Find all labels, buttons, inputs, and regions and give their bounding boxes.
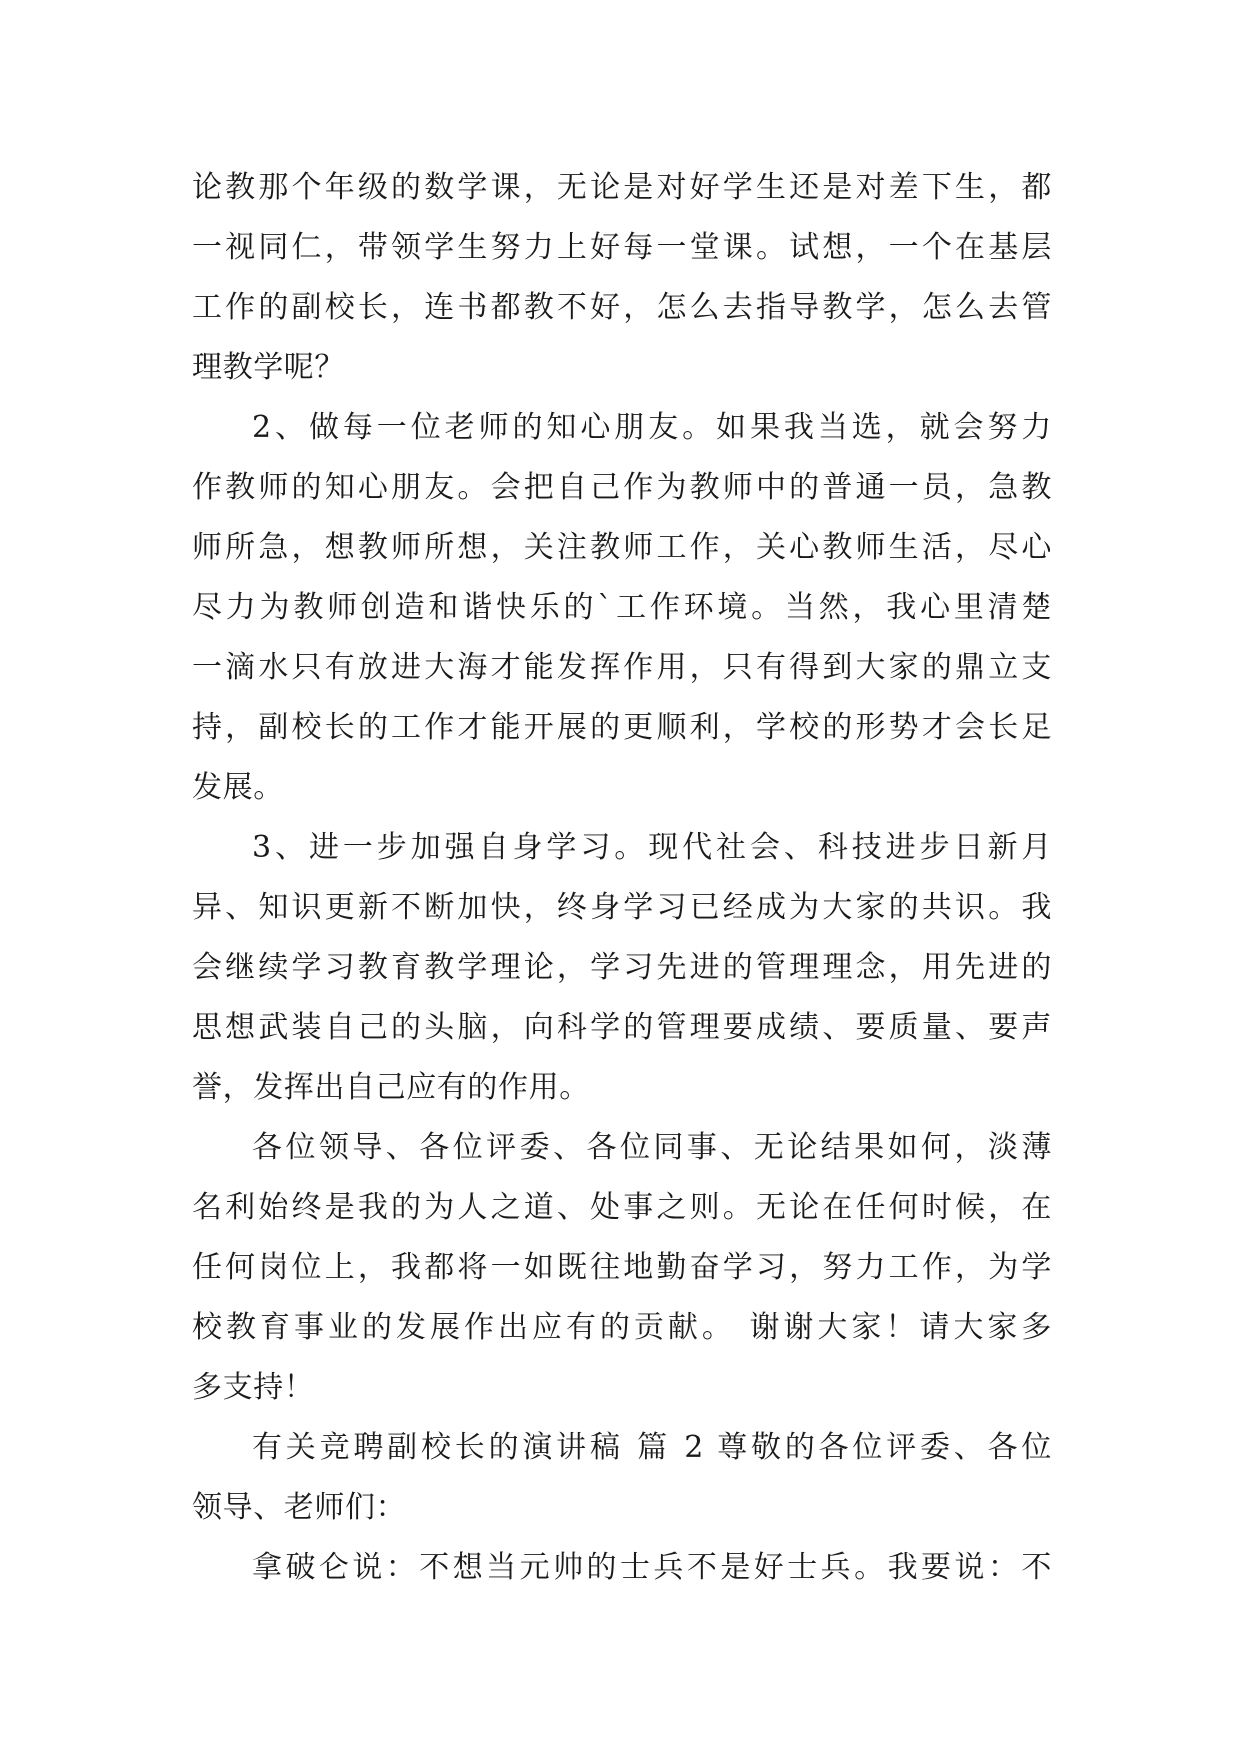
text-line: 名利始终是我的为人之道、处事之则。无论在任何时候，在: [192, 1190, 1052, 1225]
text-line: 尽力为教师创造和谐快乐的`工作环境。当然，我心里清楚: [192, 590, 1052, 625]
paragraph-start-line: 有关竞聘副校长的演讲稿 篇 2 尊敬的各位评委、各位: [252, 1430, 1052, 1465]
text-line: 思想武装自己的头脑，向科学的管理要成绩、要质量、要声: [192, 1010, 1052, 1045]
text-line: 论教那个年级的数学课，无论是对好学生还是对差下生，都: [192, 170, 1052, 205]
text-line: 持，副校长的工作才能开展的更顺利，学校的形势才会长足: [192, 710, 1052, 745]
paragraph-start-line: 2、做每一位老师的知心朋友。如果我当选，就会努力: [252, 410, 1052, 445]
text-line: 誉，发挥出自己应有的作用。: [192, 1070, 590, 1105]
text-line: 任何岗位上，我都将一如既往地勤奋学习，努力工作，为学: [192, 1250, 1052, 1285]
text-line: 多支持！: [192, 1370, 315, 1405]
text-line: 师所急，想教师所想，关注教师工作，关心教师生活，尽心: [192, 530, 1052, 565]
text-line: 领导、老师们：: [192, 1490, 407, 1525]
body-text: [192, 158, 1052, 1598]
text-line: 一视同仁，带领学生努力上好每一堂课。试想，一个在基层: [192, 230, 1052, 265]
paragraph-start-line: 3、进一步加强自身学习。现代社会、科技进步日新月: [252, 830, 1052, 865]
text-line: 会继续学习教育教学理论，学习先进的管理理念，用先进的: [192, 950, 1052, 985]
text-line: 发展。: [192, 770, 284, 805]
text-line: 异、知识更新不断加快，终身学习已经成为大家的共识。我: [192, 890, 1052, 925]
text-line: 校教育事业的发展作出应有的贡献。 谢谢大家！请大家多: [192, 1310, 1052, 1345]
paragraph-start-line: 各位领导、各位评委、各位同事、无论结果如何，淡薄: [252, 1130, 1052, 1165]
text-line: 作教师的知心朋友。会把自己作为教师中的普通一员，急教: [192, 470, 1052, 505]
text-line: 一滴水只有放进大海才能发挥作用，只有得到大家的鼎立支: [192, 650, 1052, 685]
paragraph-start-line: 拿破仑说：不想当元帅的士兵不是好士兵。我要说：不: [252, 1550, 1052, 1585]
text-line: 工作的副校长，连书都教不好，怎么去指导教学，怎么去管: [192, 290, 1052, 325]
text-line: 理教学呢？: [192, 350, 345, 385]
